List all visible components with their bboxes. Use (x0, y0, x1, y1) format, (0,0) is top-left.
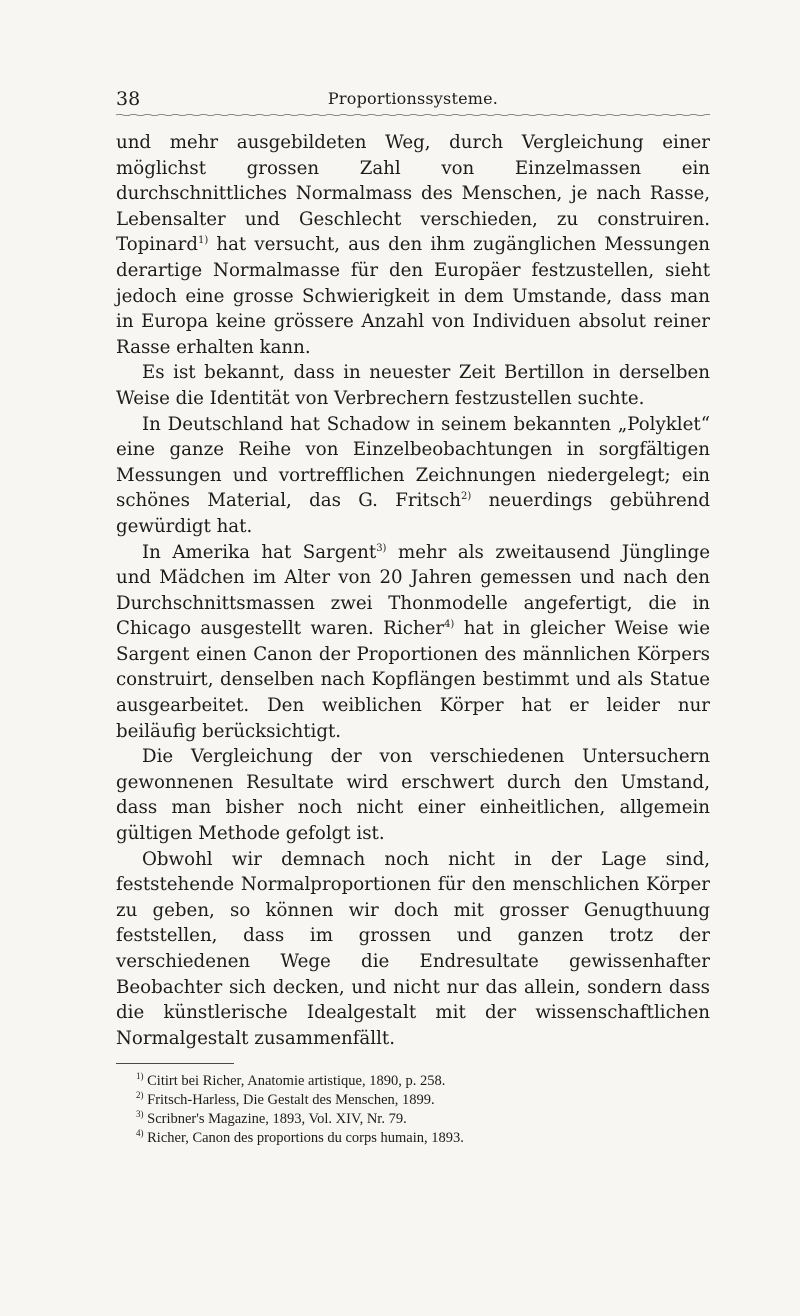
footnote-text: Richer, Canon des proportions du corps humain, 1893. (147, 1130, 464, 1147)
paragraph-text: hat in gleicher Weise wie Sargent einen Canon der Proportionen des männlichen Körpers construirt, denselben nach Kopflängen bestimmt und als Statue ausgearbeitet. Den weiblichen Körper hat er leider nur beiläufig berücksichtigt. (116, 618, 711, 742)
book-page (116, 88, 710, 1148)
paragraph (116, 847, 710, 1052)
paragraph (116, 540, 710, 745)
page-number: 38 (116, 88, 141, 110)
footnote-reference: 1) (198, 235, 209, 247)
footnote-reference: 3) (376, 542, 387, 554)
paragraph (116, 744, 710, 846)
paragraph-text: Obwohl wir demnach noch nicht in der Lage sind, feststehende Normalproportionen für den menschlichen Körper zu geben, so können wir doch mit grosser Genugthuung feststellen, dass im grossen und ganzen trotz der verschiedenen Wege die Endresultate gewissenhafter Beobachter sich decken, und nicht nur das allein, sondern dass die künstlerische Idealgestalt mit der wissenschaftlichen Normalgestalt zusammenfällt. (116, 848, 710, 1049)
body-text (116, 130, 710, 1051)
paragraph (116, 360, 710, 411)
paragraph-text: mehr als zweitausend Jünglinge und Mädchen im Alter von 20 Jahren gemessen und nach den Durchschnittsmassen zwei Thonmodelle angefertigt, die in Chicago ausgestellt waren. Richer (116, 541, 710, 640)
footnote (116, 1091, 710, 1110)
paragraph-text: und mehr ausgebildeten Weg, durch Vergleichung einer möglichst grossen Zahl von Einzelmassen ein durchschnittliches Normalmass des Menschen, je nach Rasse, Lebensalter und Geschlecht verschieden, zu construiren. Topinard (116, 132, 710, 256)
footnote-text: Citirt bei Richer, Anatomie artistique, 1890, p. 258. (147, 1073, 446, 1090)
footnote (116, 1072, 710, 1091)
footnote-reference: 2) (460, 491, 472, 503)
footnote (116, 1129, 710, 1148)
wavy-header-rule (116, 113, 710, 117)
footnote-mark: 4) (136, 1128, 144, 1139)
footnote (116, 1110, 710, 1129)
paragraph-text: Die Vergleichung der von verschiedenen Untersuchern gewonnenen Resultate wird erschwert durch den Umstand, dass man bisher noch nicht einer einheitlichen, allgemein gültigen Methode gefolgt ist. (116, 746, 710, 845)
footnote-divider (116, 1063, 234, 1064)
paragraph-text: neuerdings gebührend gewürdigt hat. (116, 490, 711, 537)
wavy-line-ornament (116, 113, 710, 117)
paragraph-text: In Deutschland hat Schadow in seinem bekannten „Polyklet“ eine ganze Reihe von Einzelbeobachtungen in sorgfältigen Messungen und vortrefflichen Zeichnungen niedergelegt; ein schönes Material, das G. Fritsch (116, 413, 710, 512)
paragraph-text: Es ist bekannt, dass in neuester Zeit Bertillon in derselben Weise die Identität von Verbrechern festzustellen suchte. (116, 362, 710, 409)
footnote-text: Fritsch-Harless, Die Gestalt des Menschen, 1899. (147, 1092, 435, 1109)
footnote-mark: 1) (136, 1071, 144, 1082)
footnote-mark: 2) (136, 1090, 144, 1101)
footnote-mark: 3) (136, 1109, 144, 1120)
paragraph (116, 412, 710, 540)
paragraph-text: hat versucht, aus den ihm zugänglichen Messungen derartige Normalmasse für den Europäer festzustellen, sieht jedoch eine grosse Schwierigkeit in dem Umstande, dass man in Europa keine grössere Anzahl von Individuen absolut reiner Rasse erhalten kann. (116, 234, 710, 358)
footnote-text: Scribner's Magazine, 1893, Vol. XIV, Nr. 79. (147, 1111, 407, 1128)
paragraph-text: In Amerika hat Sargent (142, 541, 377, 563)
page-header (116, 88, 710, 116)
running-head: Proportionssysteme. (327, 89, 499, 108)
footnotes (116, 1072, 710, 1148)
paragraph (116, 130, 710, 360)
footnote-reference: 4) (444, 619, 455, 631)
